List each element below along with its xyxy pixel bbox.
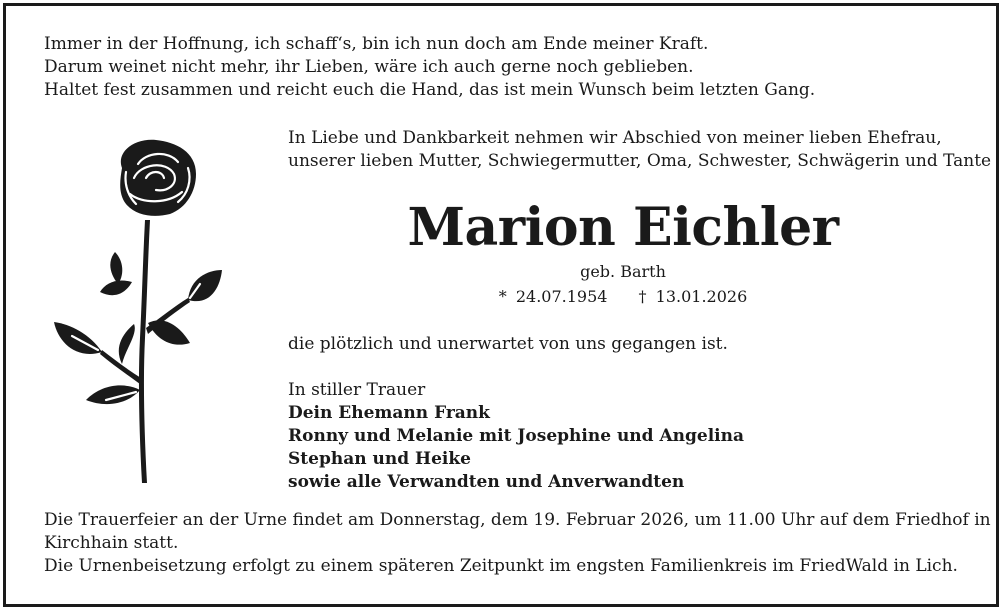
footer-line: Die Trauerfeier an der Urne findet am Donnerstag, dem 19. Februar 2026, um 11.00 Uhr auf dem Friedhof in [44,510,991,530]
mourner-name: sowie alle Verwandten und Anverwandten [288,472,685,492]
intro-line: In Liebe und Dankbarkeit nehmen wir Abschied von meiner lieben Ehefrau, [288,128,942,148]
poem-line: Haltet fest zusammen und reicht euch die Hand, das ist mein Wunsch beim letzten Gang. [44,80,816,100]
footer-line: Die Urnenbeisetzung erfolgt zu einem späteren Zeitpunkt im engsten Familienkreis im FriedWald in Lich. [44,556,958,576]
poem [44,33,815,102]
footer-line: Kirchhain statt. [44,533,179,553]
mourner-name: Ronny und Melanie mit Josephine und Angelina [288,426,745,446]
funeral-details [44,509,991,578]
intro-line: unserer lieben Mutter, Schwiegermutter, Oma, Schwester, Schwägerin und Tante [288,151,992,171]
poem-line: Darum weinet nicht mehr, ihr Lieben, wäre ich auch gerne noch geblieben. [44,57,694,77]
deceased-name: Marion Eichler [407,197,839,258]
intro-text [288,127,991,173]
mourner-name: Dein Ehemann Frank [288,403,490,423]
mourners-block [288,379,744,494]
mourner-name: Stephan und Heike [288,449,471,469]
poem-line: Immer in der Hoffnung, ich schaff‘s, bin ich nun doch am Ende meiner Kraft. [44,34,709,54]
death-date: † 13.01.2026 [638,287,748,306]
mourners-heading: In stiller Trauer [288,380,426,400]
rose-icon [50,138,230,490]
maiden-name: geb. Barth [580,262,666,281]
birth-date: * 24.07.1954 [498,287,608,306]
life-dates [290,287,956,307]
sudden-passing-text: die plötzlich und unerwartet von uns gegangen ist. [288,334,728,354]
